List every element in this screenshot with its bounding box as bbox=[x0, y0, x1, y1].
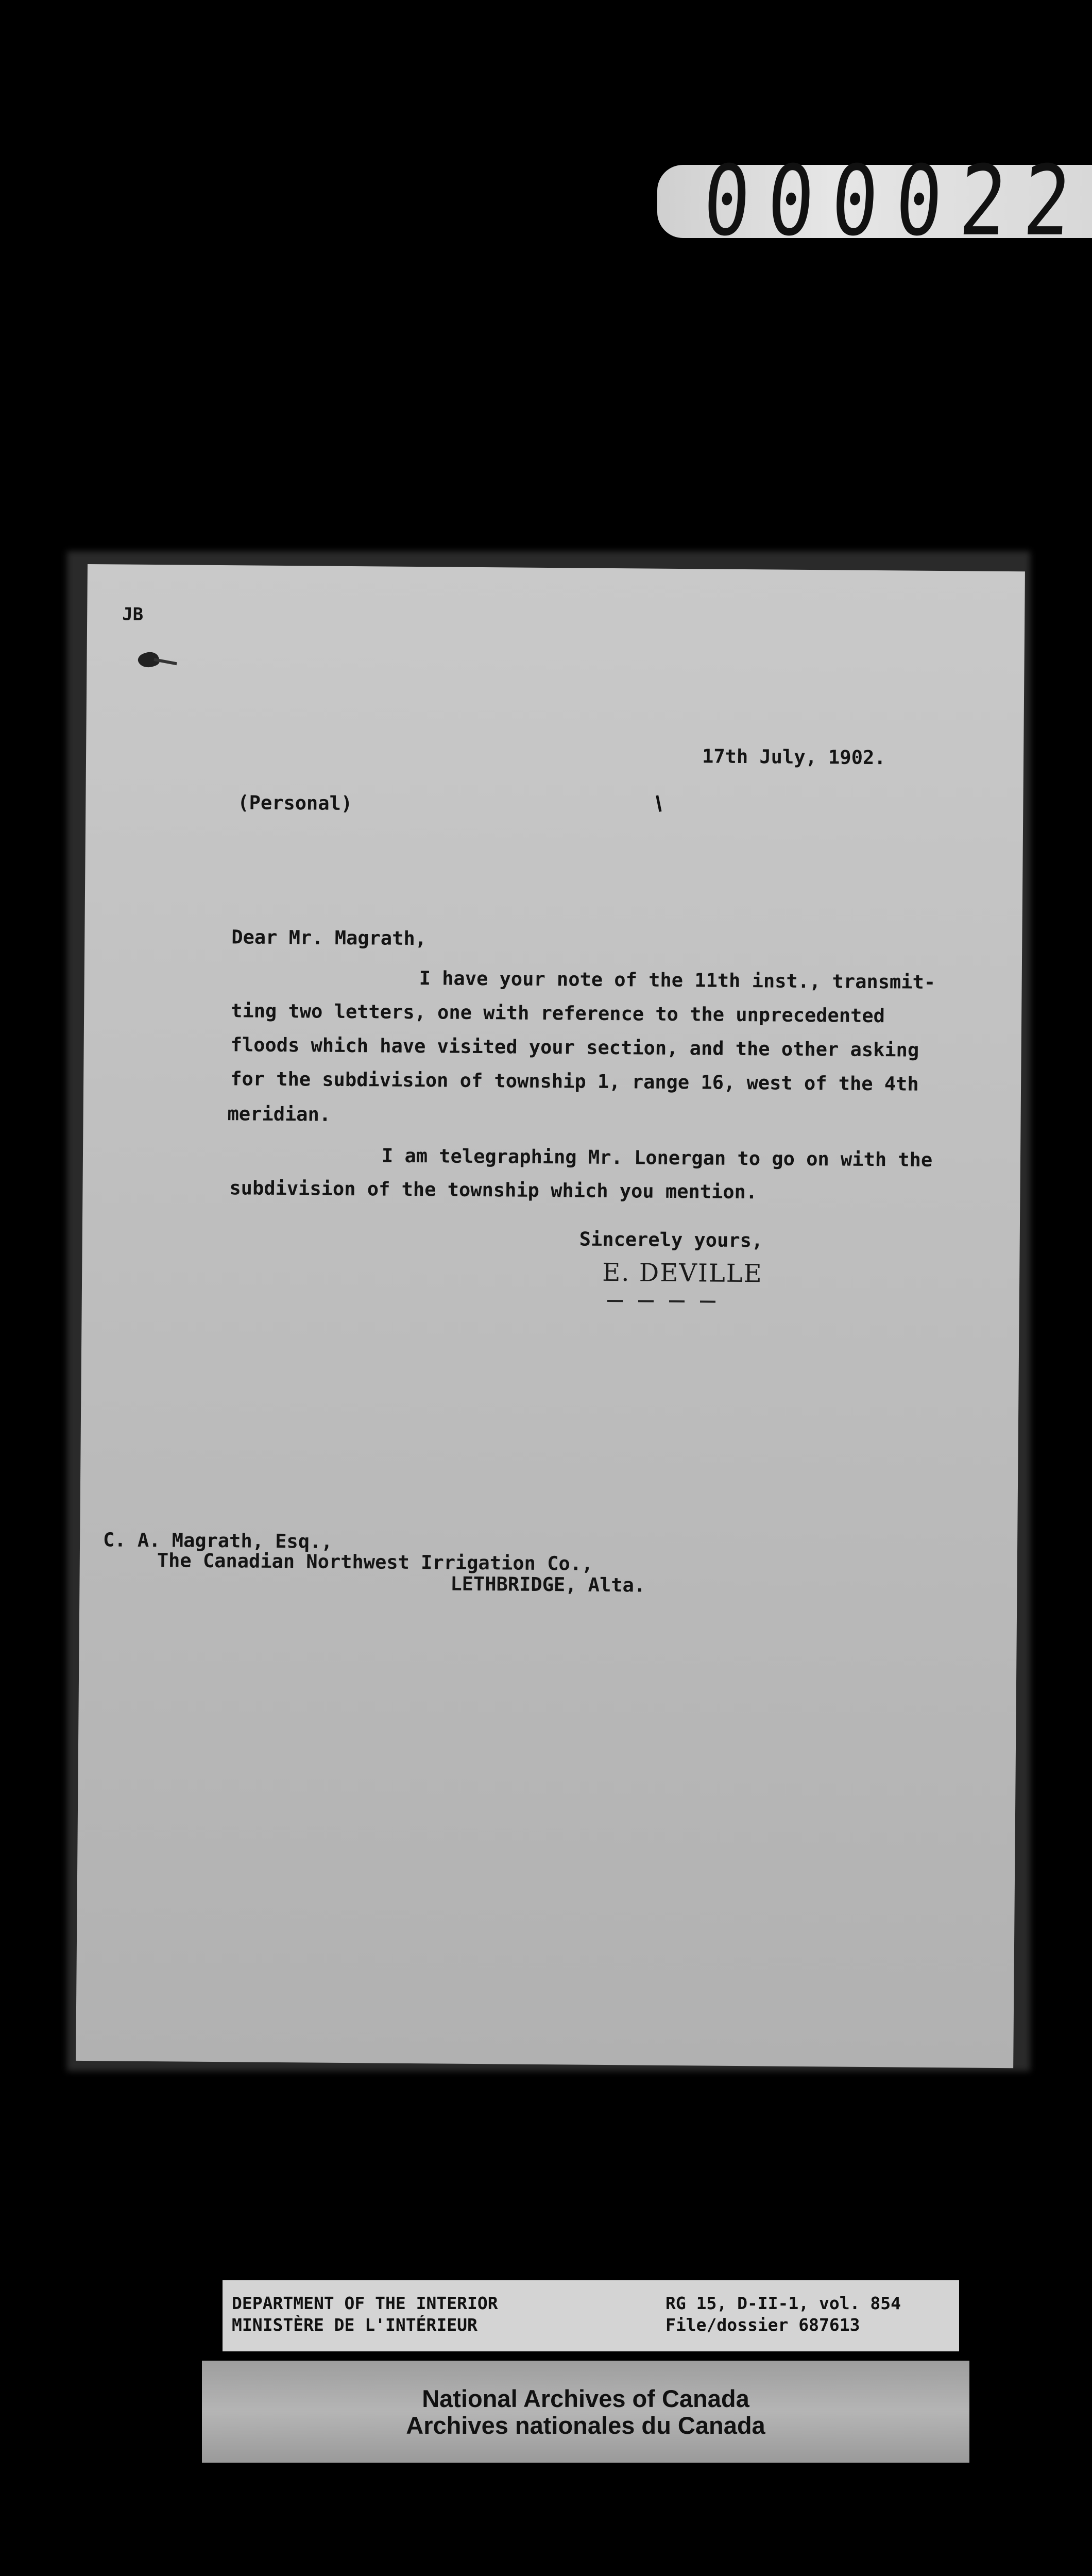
archives-name-fr: Archives nationales du Canada bbox=[406, 2412, 765, 2439]
body-line: for the subdivision of township 1, range 16, west of the 4th bbox=[230, 1067, 919, 1095]
body-line: I have your note of the 11th inst., transmit- bbox=[419, 967, 936, 993]
archives-name-en: National Archives of Canada bbox=[422, 2385, 749, 2412]
archives-banner bbox=[202, 2361, 969, 2463]
department-en: DEPARTMENT OF THE INTERIOR bbox=[232, 2293, 498, 2313]
salutation: Dear Mr. Magrath, bbox=[231, 926, 427, 950]
initials: JB bbox=[122, 604, 144, 625]
department-fr: MINISTÈRE DE L'INTÉRIEUR bbox=[232, 2315, 477, 2335]
address-name: C. A. Magrath, Esq., bbox=[103, 1529, 333, 1553]
file-number: File/dossier 687613 bbox=[666, 2315, 860, 2335]
signature-stamp: E. DEVILLE bbox=[602, 1258, 763, 1289]
frame-counter bbox=[657, 145, 1092, 258]
archive-label bbox=[223, 2280, 959, 2351]
reference-number: RG 15, D-II-1, vol. 854 bbox=[666, 2293, 901, 2313]
tick-mark bbox=[656, 795, 661, 812]
address-company: The Canadian Northwest Irrigation Co., bbox=[157, 1549, 593, 1575]
body-line: ting two letters, one with reference to the unprecedented bbox=[231, 999, 885, 1027]
personal-marking: (Personal) bbox=[237, 791, 353, 815]
frame-number: 000022 bbox=[700, 145, 1091, 258]
closing: Sincerely yours, bbox=[579, 1228, 763, 1252]
address-city: LETHBRIDGE, Alta. bbox=[450, 1572, 646, 1597]
body-line: I am telegraphing Mr. Lonergan to go on with the bbox=[381, 1144, 933, 1171]
letter-sheet bbox=[76, 564, 1025, 2068]
letter-date: 17th July, 1902. bbox=[702, 745, 886, 769]
body-line: subdivision of the township which you mention. bbox=[229, 1177, 758, 1204]
body-line: floods which have visited your section, and the other asking bbox=[230, 1033, 919, 1061]
signature-underline bbox=[607, 1300, 731, 1303]
body-line: meridian. bbox=[227, 1103, 331, 1126]
